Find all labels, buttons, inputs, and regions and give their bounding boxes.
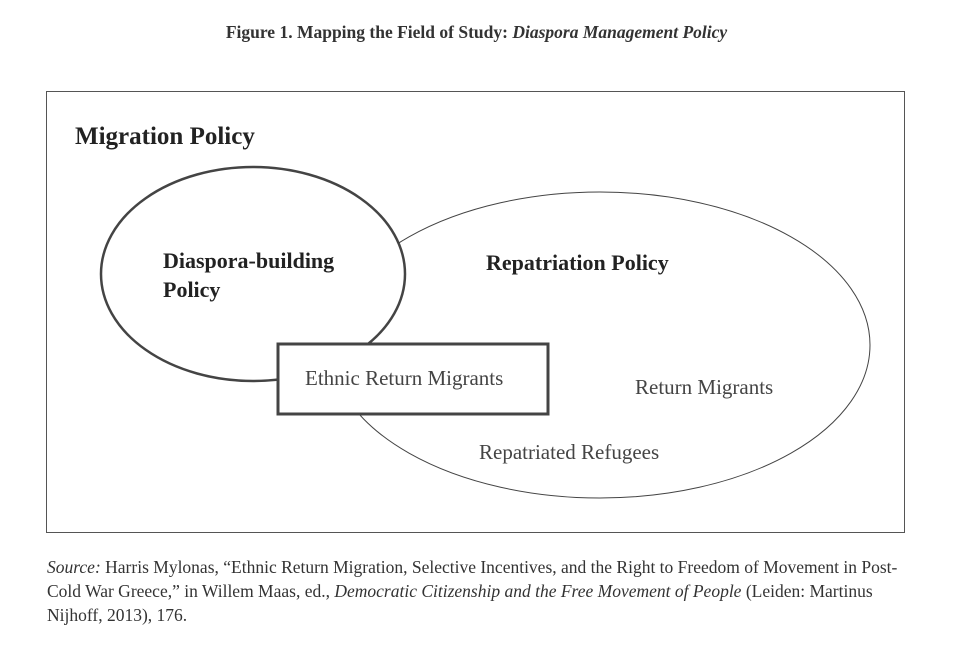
diaspora-label-line1: Diaspora-building xyxy=(163,248,335,273)
source-book-title: Democratic Citizenship and the Free Movement of People xyxy=(334,581,742,601)
repatriation-policy-label: Repatriation Policy xyxy=(486,250,669,275)
source-text-2: (Leiden: Martinus Nijhoff, 2013), 176. xyxy=(47,581,873,625)
ethnic-return-migrants-label: Ethnic Return Migrants xyxy=(305,366,504,390)
diaspora-label-line2: Policy xyxy=(163,277,221,302)
source-text-1: Harris Mylonas, “Ethnic Return Migration, Selective Incentives, and the Right to Freedom of Movement in Post-Cold War Greece,” in Willem Maas, ed., xyxy=(47,557,898,601)
diaspora-building-policy-label xyxy=(163,246,334,304)
source-lead: Source: xyxy=(47,557,101,577)
figure-title-prefix: Figure 1. Mapping the Field of Study: xyxy=(225,22,513,42)
migration-policy-label: Migration Policy xyxy=(75,123,255,150)
source-citation xyxy=(47,555,917,627)
repatriated-refugees-label: Repatriated Refugees xyxy=(479,440,660,464)
figure-title-italic: Diaspora Management Policy xyxy=(512,22,728,42)
return-migrants-label: Return Migrants xyxy=(635,375,774,399)
